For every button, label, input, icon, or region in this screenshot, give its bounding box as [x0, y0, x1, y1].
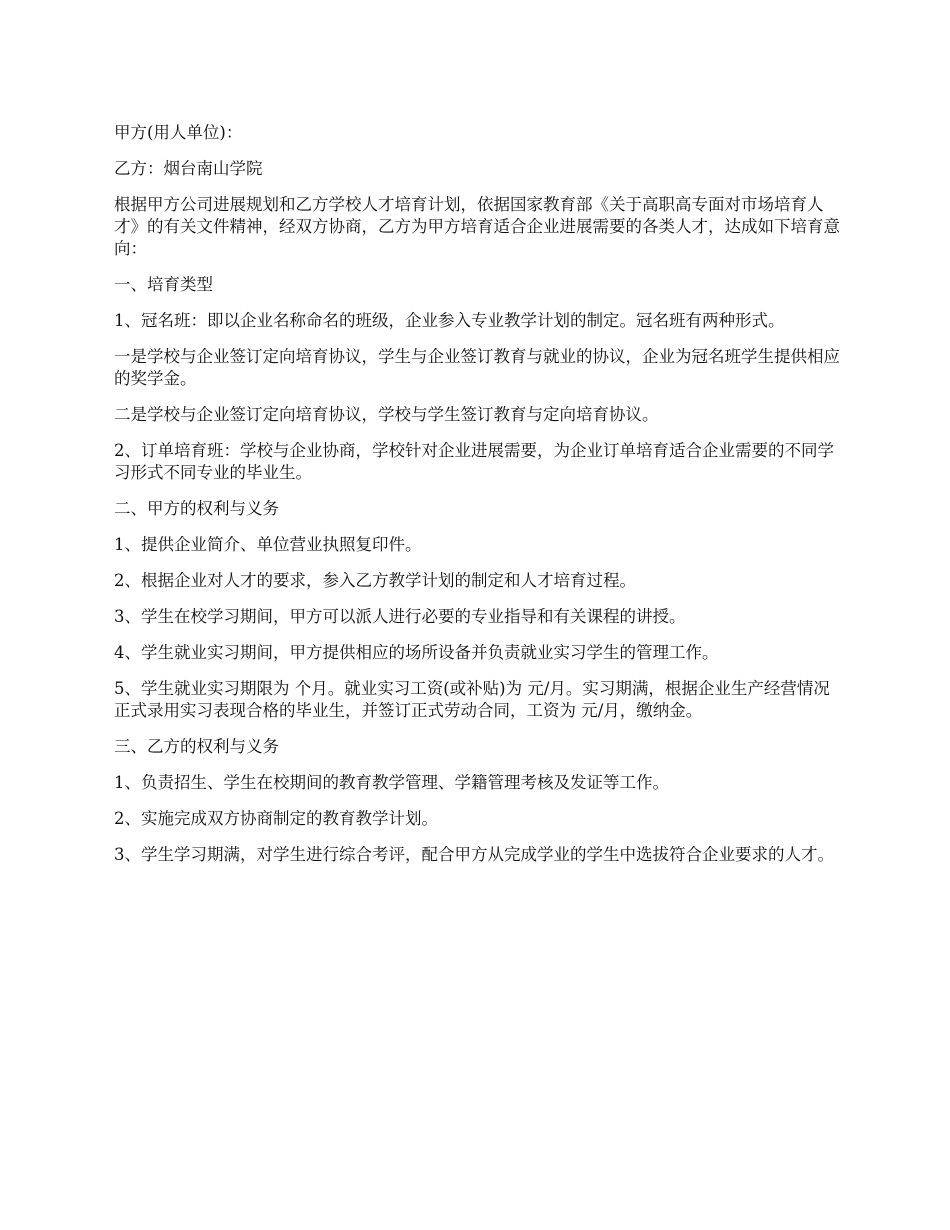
party-a-item-5: 5、学生就业实习期限为 个月。就业实习工资(或补贴)为 元/月。实习期满，根据企业生产经营情况正式录用实习表现合格的毕业生，并签订正式劳动合同，工资为 元/月，缴纳金。	[114, 679, 830, 720]
section-heading-party-a-rights: 二、甲方的权利与义务	[114, 499, 279, 518]
party-b-item-2: 2、实施完成双方协商制定的教育教学计划。	[114, 809, 438, 828]
party-b-item-3: 3、学生学习期满，对学生进行综合考评，配合甲方从完成学业的学生中选拔符合企业要求的人才。	[114, 845, 834, 864]
paragraph-named-class: 1、冠名班：即以企业名称命名的班级，企业参入专业教学计划的制定。冠名班有两种形式。	[114, 311, 785, 330]
party-b-item-1: 1、负责招生、学生在校期间的教育教学管理、学籍管理考核及发证等工作。	[114, 773, 669, 792]
intro-paragraph: 根据甲方公司进展规划和乙方学校人才培育计划，依据国家教育部《关于高职高专面对市场培育人才》的有关文件精神，经双方协商，乙方为甲方培育适合企业进展需要的各类人才，达成如下培育意向：	[114, 195, 840, 258]
section-heading-party-b-rights: 三、乙方的权利与义务	[114, 737, 279, 756]
party-a-line: 甲方(用人单位)：	[114, 123, 243, 142]
party-a-item-2: 2、根据企业对人才的要求，参入乙方教学计划的制定和人才培育过程。	[114, 571, 636, 590]
party-a-item-4: 4、学生就业实习期间，甲方提供相应的场所设备并负责就业实习学生的管理工作。	[114, 643, 719, 662]
paragraph-order-class: 2、订单培育班：学校与企业协商，学校针对企业进展需要，为企业订单培育适合企业需要的不同学习形式不同专业的毕业生。	[114, 441, 834, 482]
party-a-item-3: 3、学生在校学习期间，甲方可以派人进行必要的专业指导和有关课程的讲授。	[114, 607, 686, 626]
party-a-item-1: 1、提供企业简介、单位营业执照复印件。	[114, 535, 422, 554]
paragraph-named-class-form-2: 二是学校与企业签订定向培育协议，学校与学生签订教育与定向培育协议。	[114, 405, 659, 424]
section-heading-training-type: 一、培育类型	[114, 275, 213, 294]
paragraph-named-class-form-1: 一是学校与企业签订定向培育协议，学生与企业签订教育与就业的协议，企业为冠名班学生提供相应的奖学金。	[114, 347, 840, 388]
party-b-line: 乙方：烟台南山学院	[114, 159, 263, 178]
document-body	[114, 122, 844, 880]
